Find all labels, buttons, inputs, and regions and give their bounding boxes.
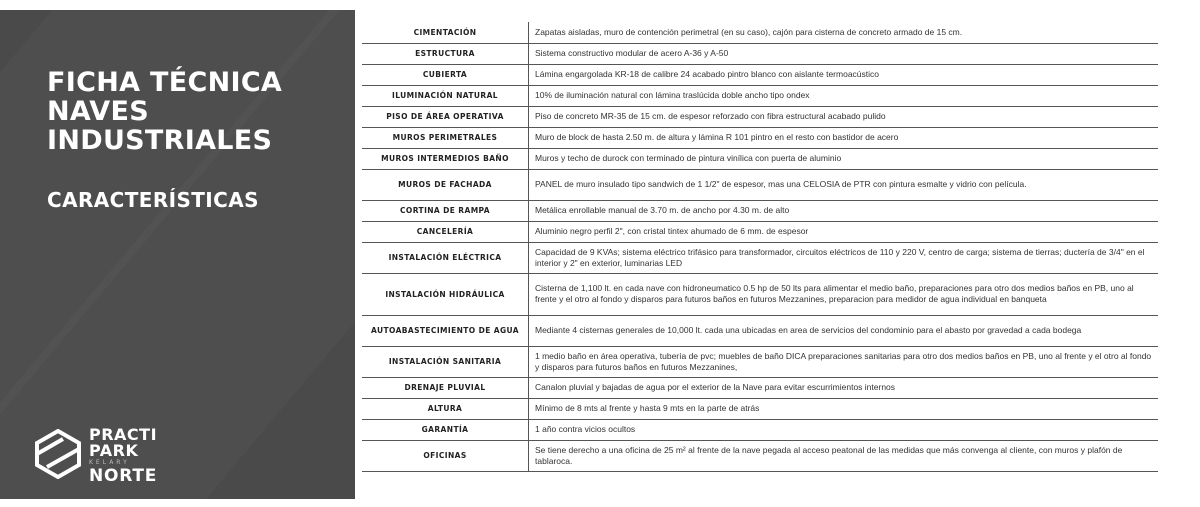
row-value: 1 medio baño en área operativa, tubería de pvc; muebles de baño DICA preparaciones sanitarias para otro dos medios baños en PB, uno al frente y el otro al fondo y disparos para futuros baños en futuros Mezzanines, xyxy=(529,346,1159,377)
section-subtitle: CARACTERÍSTICAS xyxy=(47,188,259,212)
row-label: MUROS PERIMETRALES xyxy=(362,127,529,148)
logo-line-3: KELARY xyxy=(89,459,130,466)
spec-table xyxy=(362,22,1158,472)
table-row xyxy=(362,43,1158,64)
row-label: CIMENTACIÓN xyxy=(362,22,529,43)
page-title xyxy=(47,68,282,155)
row-label: MUROS INTERMEDIOS BAÑO xyxy=(362,148,529,169)
row-value: Metálica enrollable manual de 3.70 m. de ancho por 4.30 m. de alto xyxy=(529,200,1159,221)
row-value: Cisterna de 1,100 lt. en cada nave con hidroneumatico 0.5 hp de 50 lts para alimentar el medio baño, preparaciones para otro dos medios baños en PB, uno al frente y el otro al fondo y disparos para futuros baños en futuros Mezzanines, preparacion para medidor de agua individual en banqueta xyxy=(529,273,1159,315)
table-row xyxy=(362,106,1158,127)
row-value: PANEL de muro insulado tipo sandwich de 1 1/2" de espesor, mas una CELOSIA de PTR con pintura esmalte y vidrio con película. xyxy=(529,169,1159,200)
row-label: MUROS DE FACHADA xyxy=(362,169,529,200)
row-label: DRENAJE PLUVIAL xyxy=(362,377,529,398)
table-row xyxy=(362,85,1158,106)
table-row xyxy=(362,419,1158,440)
row-label: CORTINA DE RAMPA xyxy=(362,200,529,221)
table-row xyxy=(362,221,1158,242)
brand-logo xyxy=(33,423,193,493)
row-label: INSTALACIÓN SANITARIA xyxy=(362,346,529,377)
table-row xyxy=(362,377,1158,398)
table-row xyxy=(362,148,1158,169)
title-line-3: INDUSTRIALES xyxy=(47,125,273,156)
row-value: Sistema constructivo modular de acero A-36 y A-50 xyxy=(529,43,1159,64)
row-value: Zapatas aisladas, muro de contención perimetral (en su caso), cajón para cisterna de concreto armado de 15 cm. xyxy=(529,22,1159,43)
table-row xyxy=(362,22,1158,43)
logo-line-4: NORTE xyxy=(89,466,158,486)
table-row xyxy=(362,64,1158,85)
row-label: GARANTÍA xyxy=(362,419,529,440)
title-line-2: NAVES xyxy=(47,96,149,127)
row-label: ILUMINACIÓN NATURAL xyxy=(362,85,529,106)
table-row xyxy=(362,398,1158,419)
title-line-1: FICHA TÉCNICA xyxy=(47,67,283,98)
row-value: Mínimo de 8 mts al frente y hasta 9 mts en la parte de atrás xyxy=(529,398,1159,419)
table-row xyxy=(362,169,1158,200)
row-value: Lámina engargolada KR-18 de calibre 24 acabado pintro blanco con aislante termoacústico xyxy=(529,64,1159,85)
row-label: AUTOABASTECIMIENTO DE AGUA xyxy=(362,315,529,346)
row-label: PISO DE ÁREA OPERATIVA xyxy=(362,106,529,127)
row-value: Capacidad de 9 KVAs; sistema eléctrico trifásico para transformador, circuitos eléctricos de 110 y 220 V, centro de carga; sistema de tierras; ductería de 3/4" en el interior y 2" en exterior, luminarias LED xyxy=(529,242,1159,273)
logo-wordmark xyxy=(89,427,157,485)
row-value: Muros y techo de durock con terminado de pintura vinílica con puerta de aluminio xyxy=(529,148,1159,169)
table-row xyxy=(362,440,1158,471)
row-label: INSTALACIÓN HIDRÁULICA xyxy=(362,273,529,315)
row-value: 10% de iluminación natural con lámina traslúcida doble ancho tipo ondex xyxy=(529,85,1159,106)
table-row xyxy=(362,315,1158,346)
table-row xyxy=(362,242,1158,273)
row-label: ALTURA xyxy=(362,398,529,419)
table-row xyxy=(362,346,1158,377)
row-value: Muro de block de hasta 2.50 m. de altura y lámina R 101 pintro en el resto con bastidor de acero xyxy=(529,127,1159,148)
row-label: INSTALACIÓN ELÉCTRICA xyxy=(362,242,529,273)
row-label: ESTRUCTURA xyxy=(362,43,529,64)
table-row xyxy=(362,127,1158,148)
row-label: CANCELERÍA xyxy=(362,221,529,242)
row-label: OFICINAS xyxy=(362,440,529,471)
table-row xyxy=(362,273,1158,315)
row-label: CUBIERTA xyxy=(362,64,529,85)
row-value: Aluminio negro perfil 2", con cristal tintex ahumado de 6 mm. de espesor xyxy=(529,221,1159,242)
row-value: Se tiene derecho a una oficina de 25 m² al frente de la nave pegada al acceso peatonal de las medidas que más convenga al cliente, con muros y plafón de tablaroca. xyxy=(529,440,1159,471)
table-row xyxy=(362,200,1158,221)
row-value: Piso de concreto MR-35 de 15 cm. de espesor reforzado con fibra estructural acabado pulido xyxy=(529,106,1159,127)
practipark-logo-icon xyxy=(33,429,83,479)
logo-line-2: PARK xyxy=(89,441,139,460)
row-value: Mediante 4 cisternas generales de 10,000 lt. cada una ubicadas en area de servicios del condominio para el abasto por gravedad a cada bodega xyxy=(529,315,1159,346)
row-value: 1 año contra vicios ocultos xyxy=(529,419,1159,440)
title-panel xyxy=(0,10,355,499)
row-value: Canalon pluvial y bajadas de agua por el exterior de la Nave para evitar escurrimientos internos xyxy=(529,377,1159,398)
logo-line-1: PRACTI xyxy=(89,425,158,444)
